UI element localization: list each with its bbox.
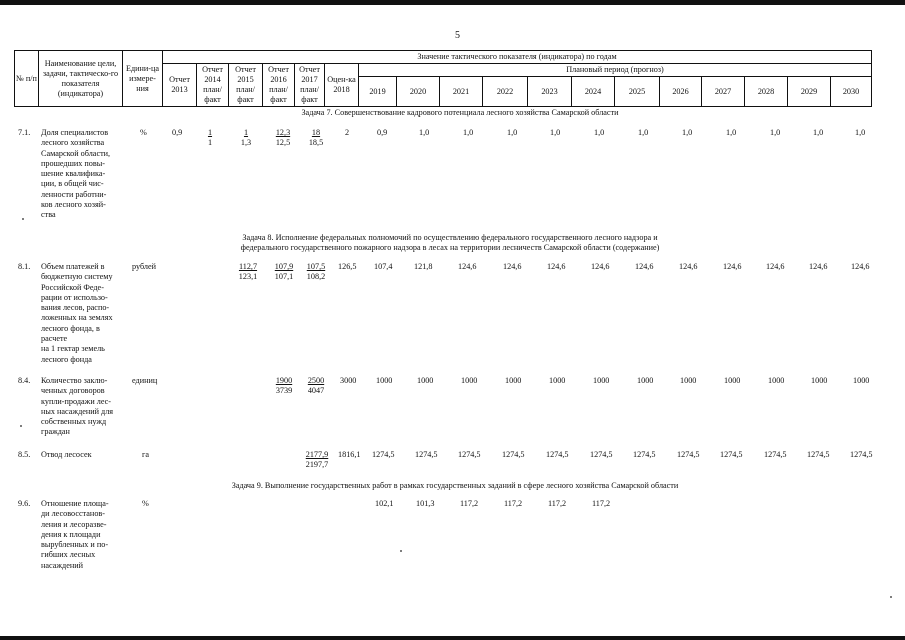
row-8-1-unit: рублей: [132, 262, 157, 271]
row-7-1-2027: 1,0: [726, 128, 737, 137]
row-8-1-2028: 124,6: [766, 262, 785, 271]
label-line: ков лесного хозяй-: [41, 200, 106, 210]
header-year: 2030: [831, 77, 872, 107]
header-report-2016: Отчет 2016 план/ факт: [263, 64, 295, 107]
row-8-4-2029: 1000: [811, 376, 828, 385]
header-report-2013: Отчет 2013: [163, 64, 197, 107]
row-7-1-num: 7.1.: [18, 128, 31, 137]
header-name: Наименование цели, задачи, тактическо-го показателя (индикатора): [39, 51, 123, 107]
label-line: прошедших повы-: [41, 158, 105, 168]
row-8-4-2023: 1000: [549, 376, 566, 385]
row-7-1-2017-fact: 18,5: [308, 138, 324, 147]
label-line: насаждений: [41, 560, 83, 570]
label-line: дения к площади: [41, 529, 101, 539]
row-8-1-2019: 107,4: [374, 262, 393, 271]
row-9-6-2021: 117,2: [460, 499, 479, 508]
page-number: 5: [455, 30, 460, 41]
row-8-4-2017-fact: 4047: [307, 386, 325, 395]
row-7-1-2022: 1,0: [507, 128, 518, 137]
row-8-5-2017-plan: 2177,9: [305, 450, 329, 459]
row-7-1-2029: 1,0: [813, 128, 824, 137]
row-8-5-2022: 1274,5: [502, 450, 525, 459]
label-line: ченных договоров: [41, 386, 105, 396]
row-8-1-label: [41, 262, 127, 365]
header-year: 2023: [528, 77, 572, 107]
header-estimate-2018: Оцен-ка 2018: [325, 64, 359, 107]
row-7-1-label: [41, 128, 127, 221]
row-8-1-2021: 124,6: [458, 262, 477, 271]
header-group-title: Значение тактического показателя (индикатора) по годам: [163, 51, 872, 64]
row-8-4-2020: 1000: [417, 376, 434, 385]
label-line: ложенных на землях: [41, 313, 113, 323]
label-line: ления и лесоразве-: [41, 519, 107, 529]
row-8-4-2019: 1000: [376, 376, 393, 385]
task-7-heading: Задача 7. Совершенствование кадрового потенциала лесного хозяйства Самарской области: [301, 108, 619, 117]
row-8-5-2017-fact: 2197,7: [305, 460, 329, 469]
row-8-4-2027: 1000: [724, 376, 741, 385]
row-8-1-2015-plan: 112,7: [238, 262, 258, 271]
row-8-1-num: 8.1.: [18, 262, 31, 271]
label-line: вания лесов, распо-: [41, 303, 110, 313]
row-8-4-2016-plan: 1900: [275, 376, 293, 385]
label-line: ленности работни-: [41, 189, 107, 199]
scan-speck: [400, 550, 402, 552]
row-8-5-2026: 1274,5: [677, 450, 700, 459]
header-year: 2029: [788, 77, 831, 107]
row-8-1-2027: 124,6: [723, 262, 742, 271]
header-year: 2022: [483, 77, 528, 107]
row-8-5-2030: 1274,5: [850, 450, 873, 459]
label-line: рации от использо-: [41, 292, 108, 302]
header-year: 2027: [702, 77, 745, 107]
label-line: собственных нужд: [41, 417, 107, 427]
row-9-6-2022: 117,2: [504, 499, 523, 508]
header-year: 2019: [359, 77, 397, 107]
row-7-1-2020: 1,0: [419, 128, 430, 137]
header-report-2015: Отчет 2015 план/ факт: [229, 64, 263, 107]
row-8-1-2015-fact: 123,1: [238, 272, 258, 281]
label-line: на 1 гектар земель: [41, 344, 105, 354]
row-9-6-2019: 102,1: [375, 499, 394, 508]
row-8-1-2025: 124,6: [635, 262, 654, 271]
row-8-1-2029: 124,6: [809, 262, 828, 271]
row-8-5-num: 8.5.: [18, 450, 31, 459]
row-8-5-2021: 1274,5: [458, 450, 481, 459]
row-7-1-2023: 1,0: [550, 128, 561, 137]
row-8-4-2030: 1000: [853, 376, 870, 385]
task-8-heading-line2: федерального государственного пожарного надзора в лесах на территории лесничеств Самарской области (содержание): [240, 243, 660, 252]
label-line: ди лесовосстанов-: [41, 509, 106, 519]
row-9-6-2024: 117,2: [592, 499, 611, 508]
row-8-1-2018: 126,5: [338, 262, 357, 271]
row-8-4-2016-fact: 3739: [275, 386, 293, 395]
row-8-4-2025: 1000: [637, 376, 654, 385]
label-line: лесного фонда: [41, 354, 92, 364]
row-9-6-unit: %: [142, 499, 149, 508]
label-line: ции, в общей чис-: [41, 179, 104, 189]
row-8-4-2017-plan: 2500: [307, 376, 325, 385]
label-line: лесного фонда, в: [41, 323, 100, 333]
label-line: ства: [41, 210, 56, 220]
label-line: граждан: [41, 427, 70, 437]
row-8-5-2020: 1274,5: [415, 450, 438, 459]
label-line: вырубленных и по-: [41, 540, 109, 550]
row-8-4-2022: 1000: [505, 376, 522, 385]
row-7-1-2019: 0,9: [377, 128, 388, 137]
label-line: Самарской области,: [41, 148, 111, 158]
scan-speck: [22, 218, 24, 220]
row-8-5-2019: 1274,5: [372, 450, 395, 459]
bottom-border: [0, 636, 905, 640]
row-8-1-2024: 124,6: [591, 262, 610, 271]
label-line: Доля специалистов: [41, 128, 109, 137]
row-8-4-2021: 1000: [461, 376, 478, 385]
row-9-6-num: 9.6.: [18, 499, 31, 508]
row-7-1-2015-plan: 1: [243, 128, 249, 137]
row-7-1-2014-fact: 1: [207, 138, 213, 147]
header-year: 2020: [397, 77, 440, 107]
header-num: № п/п: [15, 51, 39, 107]
top-border: [0, 0, 905, 5]
row-8-4-2024: 1000: [593, 376, 610, 385]
row-7-1-2016-fact: 12,5: [275, 138, 291, 147]
row-7-1-unit: %: [140, 128, 147, 137]
row-8-5-2028: 1274,5: [764, 450, 787, 459]
label-line: шение квалифика-: [41, 169, 106, 179]
header-year: 2025: [615, 77, 660, 107]
row-8-5-2025: 1274,5: [633, 450, 656, 459]
row-8-4-2018: 3000: [340, 376, 357, 385]
header-report-2017: Отчет 2017 план/ факт: [295, 64, 325, 107]
row-7-1-2014-plan: 1: [207, 128, 213, 137]
row-7-1-2028: 1,0: [770, 128, 781, 137]
label-line: гибших лесных: [41, 550, 96, 560]
header-report-2014: Отчет 2014 план/ факт: [197, 64, 229, 107]
row-8-5-2018: 1816,1: [338, 450, 361, 459]
label-line: Отвод лесосек: [41, 450, 92, 459]
row-7-1-2016-plan: 12,3: [275, 128, 291, 137]
row-9-6-label: [41, 499, 127, 571]
row-7-1-2013: 0,9: [172, 128, 183, 137]
row-7-1-2015-fact: 1,3: [240, 138, 252, 147]
header-plan-period: Плановый период (прогноз): [359, 64, 872, 77]
row-7-1-2026: 1,0: [682, 128, 693, 137]
row-7-1-2021: 1,0: [463, 128, 474, 137]
scan-speck: [890, 596, 892, 598]
row-7-1-2017-plan: 18: [311, 128, 321, 137]
row-8-1-2016-plan: 107,9: [274, 262, 294, 271]
row-9-6-2023: 117,2: [548, 499, 567, 508]
row-8-1-2017-plan: 107,5: [306, 262, 326, 271]
row-8-1-2026: 124,6: [679, 262, 698, 271]
task-9-heading: Задача 9. Выполнение государственных работ в рамках государственных заданий в сфере лесного хозяйства Самарской области: [231, 481, 679, 490]
row-8-4-num: 8.4.: [18, 376, 31, 385]
header-table: [14, 50, 872, 107]
row-8-5-2024: 1274,5: [590, 450, 613, 459]
row-8-4-2028: 1000: [768, 376, 785, 385]
row-7-1-2030: 1,0: [855, 128, 866, 137]
row-8-1-2023: 124,6: [547, 262, 566, 271]
row-8-4-label: [41, 376, 127, 438]
row-7-1-2024: 1,0: [594, 128, 605, 137]
header-year: 2026: [660, 77, 702, 107]
label-line: расчете: [41, 334, 68, 344]
header-year: 2021: [440, 77, 483, 107]
row-8-1-2017-fact: 108,2: [306, 272, 326, 281]
label-line: Российской Феде-: [41, 282, 104, 292]
label-line: ных насаждений для: [41, 406, 114, 416]
label-line: бюджетную систему: [41, 272, 113, 282]
row-8-4-2026: 1000: [680, 376, 697, 385]
task-8-heading-line1: Задача 8. Исполнение федеральных полномочий по осуществлению федерального государственного лесного надзора и: [242, 233, 658, 242]
row-9-6-2020: 101,3: [416, 499, 435, 508]
label-line: Количество заклю-: [41, 376, 108, 385]
header-year: 2028: [745, 77, 788, 107]
row-7-1-2018: 2: [345, 128, 350, 137]
label-line: Отношение площа-: [41, 499, 109, 508]
row-8-5-label: [41, 450, 127, 460]
label-line: Объем платежей в: [41, 262, 105, 271]
row-8-1-2030: 124,6: [851, 262, 870, 271]
label-line: купли-продажи лес-: [41, 396, 112, 406]
header-unit: Едини-ца измере-ния: [123, 51, 163, 107]
scan-speck: [20, 425, 22, 427]
label-line: лесного хозяйства: [41, 138, 105, 148]
row-8-4-unit: единиц: [132, 376, 158, 385]
row-8-5-2027: 1274,5: [720, 450, 743, 459]
header-year: 2024: [572, 77, 615, 107]
row-8-1-2016-fact: 107,1: [274, 272, 294, 281]
row-8-1-2020: 121,8: [414, 262, 433, 271]
row-7-1-2025: 1,0: [638, 128, 649, 137]
row-8-5-2023: 1274,5: [546, 450, 569, 459]
row-8-5-unit: га: [142, 450, 149, 459]
row-8-1-2022: 124,6: [503, 262, 522, 271]
row-8-5-2029: 1274,5: [807, 450, 830, 459]
